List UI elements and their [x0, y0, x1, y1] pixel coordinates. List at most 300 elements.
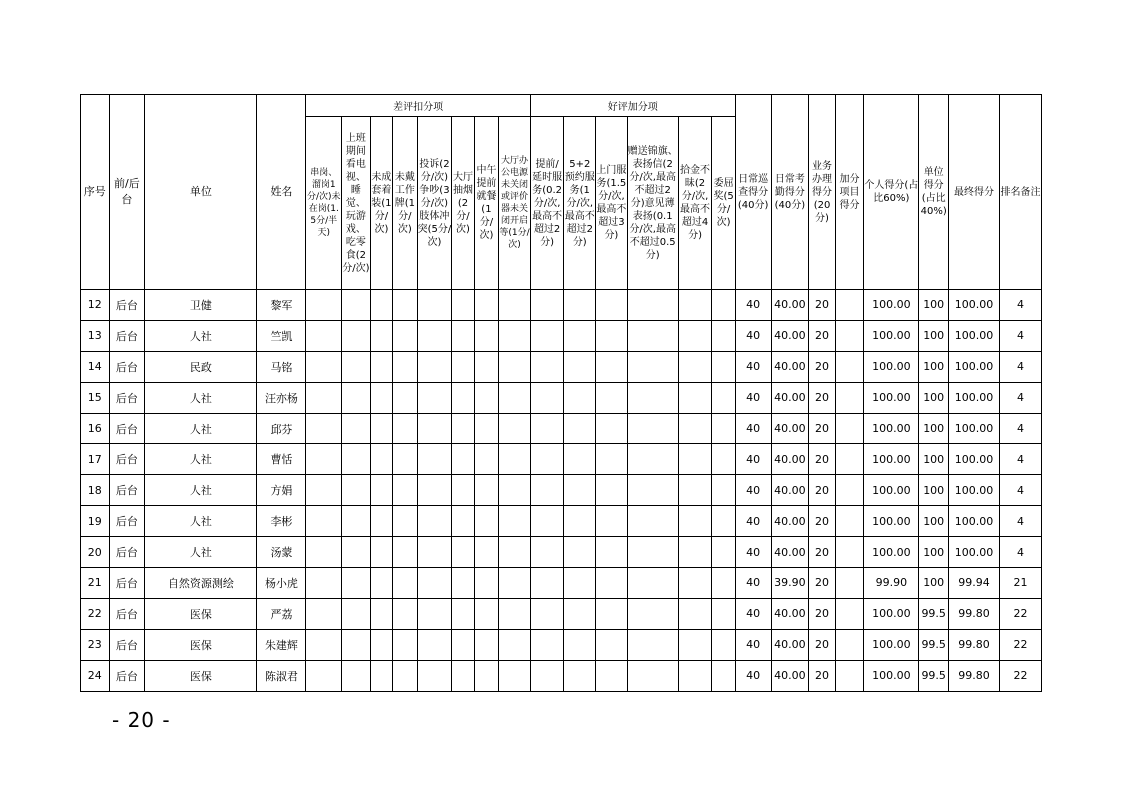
cell-final-score: 100.00 [948, 444, 999, 475]
cell-deduct [417, 506, 452, 537]
cell-rank: 4 [999, 320, 1041, 351]
bonus-item-header: 委屈奖(5分/次) [712, 117, 735, 290]
cell-bonus [564, 290, 596, 321]
cell-deduct [499, 290, 531, 321]
cell-seq: 18 [81, 475, 110, 506]
cell-seq: 20 [81, 537, 110, 568]
cell-bonus [627, 475, 678, 506]
cell-rank: 4 [999, 475, 1041, 506]
table-body [81, 290, 1042, 692]
cell-daily-patrol: 40 [735, 506, 771, 537]
cell-personal-score: 100.00 [864, 629, 919, 660]
cell-front-back: 后台 [109, 290, 145, 321]
cell-daily-attendance: 40.00 [771, 537, 809, 568]
cell-seq: 21 [81, 568, 110, 599]
cell-rank: 21 [999, 568, 1041, 599]
cell-deduct [306, 537, 342, 568]
cell-bonus-score [835, 382, 864, 413]
cell-deduct [417, 629, 452, 660]
cell-bonus [564, 506, 596, 537]
cell-bonus [564, 568, 596, 599]
cell-bonus [596, 598, 628, 629]
cell-unit-score: 99.5 [919, 660, 949, 691]
cell-daily-patrol: 40 [735, 290, 771, 321]
cell-daily-attendance: 40.00 [771, 660, 809, 691]
cell-name: 陈淑君 [257, 660, 306, 691]
deduct-item-header: 大厅办公电源未关闭或评价器未关闭开启等(1分/次) [499, 117, 531, 290]
cell-seq: 23 [81, 629, 110, 660]
cell-bonus [678, 506, 712, 537]
cell-seq: 16 [81, 413, 110, 444]
cell-daily-attendance: 40.00 [771, 444, 809, 475]
table-row [81, 629, 1042, 660]
cell-personal-score: 99.90 [864, 568, 919, 599]
bonus-item-header: 上门服务(1.5分/次,最高不超过3分) [596, 117, 628, 290]
cell-unit-score: 100 [919, 290, 949, 321]
cell-deduct [452, 475, 474, 506]
cell-deduct [306, 506, 342, 537]
cell-seq: 14 [81, 351, 110, 382]
cell-deduct [370, 351, 392, 382]
cell-bonus [530, 506, 564, 537]
page-number: - 20 - [112, 708, 171, 732]
cell-rank: 4 [999, 290, 1041, 321]
cell-business: 20 [809, 290, 836, 321]
cell-deduct [417, 537, 452, 568]
cell-deduct [499, 660, 531, 691]
cell-unit-score: 100 [919, 351, 949, 382]
deduct-item-header: 中午提前就餐(1分/次) [474, 117, 498, 290]
cell-bonus [530, 382, 564, 413]
cell-bonus [530, 598, 564, 629]
cell-front-back: 后台 [109, 382, 145, 413]
cell-bonus [627, 506, 678, 537]
cell-bonus [678, 351, 712, 382]
cell-deduct [452, 444, 474, 475]
cell-bonus [564, 351, 596, 382]
cell-deduct [306, 475, 342, 506]
cell-bonus [564, 629, 596, 660]
header-seq: 序号 [81, 95, 110, 290]
cell-bonus [678, 382, 712, 413]
cell-name: 马铭 [257, 351, 306, 382]
cell-final-score: 99.80 [948, 629, 999, 660]
table-row [81, 351, 1042, 382]
cell-deduct [393, 629, 417, 660]
cell-bonus [678, 444, 712, 475]
cell-unit: 医保 [145, 660, 257, 691]
cell-daily-attendance: 40.00 [771, 382, 809, 413]
cell-bonus-score [835, 598, 864, 629]
header-bonus-score: 加分项目得分 [835, 95, 864, 290]
cell-deduct [499, 475, 531, 506]
cell-bonus-score [835, 290, 864, 321]
cell-business: 20 [809, 537, 836, 568]
cell-deduct [499, 444, 531, 475]
bonus-item-header: 拾金不昧(2分/次,最高不超过4分) [678, 117, 712, 290]
cell-bonus [596, 290, 628, 321]
cell-unit-score: 100 [919, 506, 949, 537]
cell-unit-score: 100 [919, 444, 949, 475]
cell-deduct [370, 568, 392, 599]
cell-personal-score: 100.00 [864, 320, 919, 351]
cell-daily-attendance: 40.00 [771, 290, 809, 321]
cell-bonus [712, 413, 735, 444]
cell-unit: 人社 [145, 475, 257, 506]
cell-bonus [712, 382, 735, 413]
cell-unit: 自然资源测绘 [145, 568, 257, 599]
cell-final-score: 100.00 [948, 537, 999, 568]
cell-bonus [596, 320, 628, 351]
cell-unit: 人社 [145, 413, 257, 444]
cell-bonus [678, 320, 712, 351]
cell-deduct [393, 568, 417, 599]
cell-bonus [712, 320, 735, 351]
cell-unit-score: 100 [919, 568, 949, 599]
cell-business: 20 [809, 413, 836, 444]
cell-business: 20 [809, 629, 836, 660]
cell-deduct [370, 506, 392, 537]
header-bonus-group: 好评加分项 [530, 95, 735, 117]
cell-deduct [306, 629, 342, 660]
cell-unit: 人社 [145, 320, 257, 351]
cell-bonus [678, 568, 712, 599]
cell-final-score: 99.80 [948, 598, 999, 629]
cell-deduct [499, 568, 531, 599]
cell-deduct [452, 290, 474, 321]
cell-personal-score: 100.00 [864, 413, 919, 444]
cell-bonus [678, 413, 712, 444]
cell-deduct [370, 660, 392, 691]
cell-daily-attendance: 40.00 [771, 320, 809, 351]
cell-deduct [306, 598, 342, 629]
cell-deduct [417, 320, 452, 351]
cell-deduct [452, 598, 474, 629]
cell-bonus [564, 537, 596, 568]
cell-front-back: 后台 [109, 351, 145, 382]
cell-deduct [452, 382, 474, 413]
cell-bonus [530, 320, 564, 351]
cell-bonus [530, 351, 564, 382]
cell-deduct [452, 351, 474, 382]
cell-deduct [417, 351, 452, 382]
cell-deduct [370, 629, 392, 660]
cell-final-score: 100.00 [948, 320, 999, 351]
header-daily-attendance: 日常考勤得分(40分) [771, 95, 809, 290]
header-unit-score: 单位得分(占比40%) [919, 95, 949, 290]
cell-unit: 医保 [145, 598, 257, 629]
deduct-item-header: 串岗、溜岗1分/次)未在岗(1.5分/半天) [306, 117, 342, 290]
cell-bonus-score [835, 568, 864, 599]
cell-deduct [499, 506, 531, 537]
cell-deduct [306, 351, 342, 382]
cell-name: 朱建辉 [257, 629, 306, 660]
cell-deduct [417, 444, 452, 475]
cell-name: 黎军 [257, 290, 306, 321]
cell-daily-patrol: 40 [735, 598, 771, 629]
cell-bonus [627, 444, 678, 475]
cell-deduct [342, 660, 371, 691]
cell-bonus [596, 506, 628, 537]
cell-daily-patrol: 40 [735, 475, 771, 506]
cell-deduct [474, 444, 498, 475]
cell-bonus [678, 537, 712, 568]
cell-front-back: 后台 [109, 444, 145, 475]
cell-deduct [393, 660, 417, 691]
cell-daily-patrol: 40 [735, 629, 771, 660]
cell-front-back: 后台 [109, 537, 145, 568]
cell-deduct [474, 506, 498, 537]
cell-bonus [678, 290, 712, 321]
cell-name: 曹恬 [257, 444, 306, 475]
cell-bonus [530, 629, 564, 660]
cell-deduct [474, 629, 498, 660]
cell-deduct [499, 413, 531, 444]
cell-seq: 12 [81, 290, 110, 321]
cell-deduct [452, 506, 474, 537]
cell-bonus-score [835, 320, 864, 351]
table-row [81, 382, 1042, 413]
cell-bonus [627, 290, 678, 321]
cell-deduct [306, 290, 342, 321]
cell-deduct [499, 351, 531, 382]
cell-business: 20 [809, 660, 836, 691]
cell-rank: 22 [999, 629, 1041, 660]
cell-front-back: 后台 [109, 320, 145, 351]
header-personal-score: 个人得分(占比60%) [864, 95, 919, 290]
cell-bonus-score [835, 444, 864, 475]
bonus-item-header: 5+2预约服务(1分/次,最高不超过2分) [564, 117, 596, 290]
cell-deduct [474, 568, 498, 599]
cell-bonus [712, 537, 735, 568]
cell-name: 邱芬 [257, 413, 306, 444]
cell-daily-attendance: 39.90 [771, 568, 809, 599]
cell-bonus [627, 660, 678, 691]
cell-front-back: 后台 [109, 660, 145, 691]
cell-final-score: 100.00 [948, 413, 999, 444]
cell-deduct [452, 320, 474, 351]
cell-daily-patrol: 40 [735, 351, 771, 382]
cell-daily-patrol: 40 [735, 320, 771, 351]
cell-deduct [342, 382, 371, 413]
header-rank-note: 排名备注 [999, 95, 1041, 290]
cell-bonus [596, 413, 628, 444]
cell-deduct [393, 506, 417, 537]
cell-bonus [596, 475, 628, 506]
cell-deduct [393, 444, 417, 475]
cell-bonus [712, 629, 735, 660]
cell-rank: 4 [999, 351, 1041, 382]
cell-final-score: 99.80 [948, 660, 999, 691]
cell-unit-score: 100 [919, 320, 949, 351]
header-business: 业务办理得分(20分) [809, 95, 836, 290]
cell-name: 杨小虎 [257, 568, 306, 599]
cell-bonus [596, 444, 628, 475]
cell-bonus [712, 444, 735, 475]
cell-unit-score: 100 [919, 537, 949, 568]
cell-rank: 22 [999, 660, 1041, 691]
cell-deduct [306, 382, 342, 413]
cell-deduct [370, 320, 392, 351]
cell-bonus [596, 537, 628, 568]
cell-unit: 人社 [145, 537, 257, 568]
cell-business: 20 [809, 320, 836, 351]
cell-unit: 医保 [145, 629, 257, 660]
deduct-item-header: 上班期间看电视、睡觉、玩游戏、吃零食(2分/次) [342, 117, 371, 290]
cell-deduct [342, 413, 371, 444]
cell-business: 20 [809, 506, 836, 537]
cell-personal-score: 100.00 [864, 444, 919, 475]
cell-bonus [627, 537, 678, 568]
cell-personal-score: 100.00 [864, 475, 919, 506]
cell-deduct [474, 475, 498, 506]
cell-daily-patrol: 40 [735, 382, 771, 413]
cell-seq: 15 [81, 382, 110, 413]
cell-deduct [342, 475, 371, 506]
cell-deduct [474, 320, 498, 351]
header-daily-patrol: 日常巡查得分(40分) [735, 95, 771, 290]
cell-deduct [306, 660, 342, 691]
cell-bonus [712, 660, 735, 691]
cell-seq: 13 [81, 320, 110, 351]
cell-unit: 民政 [145, 351, 257, 382]
cell-deduct [342, 568, 371, 599]
header-front-back: 前/后台 [109, 95, 145, 290]
table-row [81, 444, 1042, 475]
cell-rank: 4 [999, 506, 1041, 537]
cell-deduct [393, 382, 417, 413]
cell-deduct [370, 598, 392, 629]
cell-deduct [417, 598, 452, 629]
cell-deduct [306, 413, 342, 444]
cell-deduct [474, 351, 498, 382]
cell-bonus [530, 475, 564, 506]
cell-deduct [474, 537, 498, 568]
cell-deduct [393, 413, 417, 444]
cell-business: 20 [809, 382, 836, 413]
cell-deduct [417, 382, 452, 413]
cell-personal-score: 100.00 [864, 290, 919, 321]
cell-daily-patrol: 40 [735, 568, 771, 599]
cell-seq: 17 [81, 444, 110, 475]
bonus-item-header: 提前/延时服务(0.2分/次,最高不超过2分) [530, 117, 564, 290]
cell-bonus-score [835, 629, 864, 660]
cell-daily-patrol: 40 [735, 660, 771, 691]
cell-deduct [499, 537, 531, 568]
cell-deduct [393, 598, 417, 629]
cell-daily-attendance: 40.00 [771, 413, 809, 444]
cell-bonus [530, 660, 564, 691]
cell-deduct [417, 290, 452, 321]
cell-deduct [499, 320, 531, 351]
score-table [80, 94, 1042, 692]
cell-bonus [596, 568, 628, 599]
cell-bonus [712, 568, 735, 599]
table-row [81, 568, 1042, 599]
cell-bonus [530, 568, 564, 599]
cell-bonus [627, 413, 678, 444]
cell-business: 20 [809, 351, 836, 382]
cell-final-score: 100.00 [948, 506, 999, 537]
cell-bonus [712, 290, 735, 321]
cell-bonus [596, 382, 628, 413]
cell-daily-patrol: 40 [735, 444, 771, 475]
cell-name: 汪亦杨 [257, 382, 306, 413]
cell-deduct [452, 537, 474, 568]
cell-deduct [370, 382, 392, 413]
cell-deduct [370, 413, 392, 444]
cell-unit-score: 100 [919, 475, 949, 506]
deduct-item-header: 投诉(2分/次)争吵(3分/次)肢体冲突(5分/次) [417, 117, 452, 290]
cell-bonus [627, 320, 678, 351]
cell-bonus-score [835, 506, 864, 537]
cell-rank: 4 [999, 537, 1041, 568]
cell-bonus [627, 382, 678, 413]
cell-bonus [627, 598, 678, 629]
cell-front-back: 后台 [109, 629, 145, 660]
table-row [81, 660, 1042, 691]
cell-daily-attendance: 40.00 [771, 506, 809, 537]
cell-deduct [474, 660, 498, 691]
cell-deduct [370, 444, 392, 475]
cell-deduct [474, 413, 498, 444]
cell-business: 20 [809, 598, 836, 629]
table-row [81, 537, 1042, 568]
cell-deduct [342, 290, 371, 321]
deduct-item-header: 未成套着装(1分/次) [370, 117, 392, 290]
cell-seq: 22 [81, 598, 110, 629]
cell-bonus-score [835, 537, 864, 568]
cell-bonus [678, 475, 712, 506]
cell-deduct [393, 537, 417, 568]
cell-front-back: 后台 [109, 475, 145, 506]
cell-deduct [499, 598, 531, 629]
cell-rank: 4 [999, 382, 1041, 413]
cell-rank: 22 [999, 598, 1041, 629]
table-row [81, 320, 1042, 351]
cell-name: 李彬 [257, 506, 306, 537]
cell-bonus [530, 444, 564, 475]
cell-bonus [627, 568, 678, 599]
cell-bonus [564, 382, 596, 413]
cell-bonus [712, 506, 735, 537]
cell-deduct [342, 598, 371, 629]
cell-deduct [370, 475, 392, 506]
cell-bonus [678, 629, 712, 660]
cell-deduct [474, 290, 498, 321]
cell-deduct [306, 320, 342, 351]
cell-deduct [417, 568, 452, 599]
cell-deduct [342, 351, 371, 382]
cell-bonus [712, 598, 735, 629]
cell-personal-score: 100.00 [864, 537, 919, 568]
cell-bonus [564, 475, 596, 506]
cell-final-score: 100.00 [948, 351, 999, 382]
cell-daily-patrol: 40 [735, 537, 771, 568]
cell-daily-attendance: 40.00 [771, 351, 809, 382]
cell-deduct [474, 382, 498, 413]
cell-deduct [306, 568, 342, 599]
cell-name: 严荔 [257, 598, 306, 629]
cell-bonus [712, 351, 735, 382]
header-unit: 单位 [145, 95, 257, 290]
cell-unit-score: 99.5 [919, 598, 949, 629]
cell-deduct [370, 290, 392, 321]
cell-unit: 人社 [145, 382, 257, 413]
cell-personal-score: 100.00 [864, 598, 919, 629]
cell-final-score: 100.00 [948, 475, 999, 506]
cell-unit-score: 99.5 [919, 629, 949, 660]
